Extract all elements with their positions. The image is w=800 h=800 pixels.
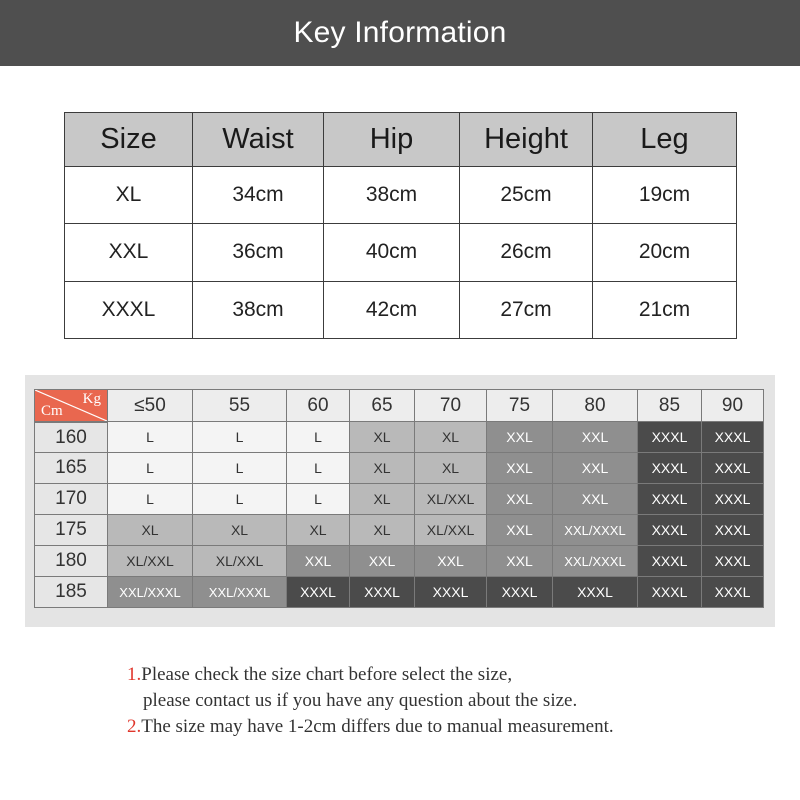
size-cell: XXXL (350, 577, 415, 608)
size-cell: XL/XXL (108, 546, 193, 577)
size-cell: XL (350, 515, 415, 546)
size-cell: XXL (487, 453, 553, 484)
weight-header-cell: 70 (415, 389, 487, 422)
size-cell: XXXL (702, 422, 764, 453)
size-cell: XXL (553, 422, 638, 453)
size-cell: XL (193, 515, 287, 546)
size-cell: XXXL (638, 484, 702, 515)
height-header-cell: 160 (34, 422, 108, 453)
size-cell: XXXL (702, 453, 764, 484)
note-2 (127, 714, 747, 740)
size-cell: XXXL (287, 577, 350, 608)
size-cell: XXXL (487, 577, 553, 608)
table-cell: 20cm (593, 224, 737, 281)
table-row (65, 281, 737, 338)
size-cell: XXL (287, 546, 350, 577)
size-cell: XXXL (553, 577, 638, 608)
size-cell: L (287, 453, 350, 484)
size-cell: L (287, 422, 350, 453)
col-header-waist: Waist (193, 113, 324, 167)
table-row (34, 515, 764, 546)
size-cell: XL (415, 453, 487, 484)
table-cell: 34cm (193, 167, 324, 224)
notes (127, 662, 747, 740)
size-cell: L (108, 422, 193, 453)
size-cell: XXXL (415, 577, 487, 608)
note-text: please contact us if you have any question about the size. (143, 690, 578, 711)
size-cell: XXL/XXXL (193, 577, 287, 608)
size-cell: XXL (415, 546, 487, 577)
unit-corner-cell (34, 389, 108, 422)
note-number: 2. (127, 716, 142, 737)
table-row (34, 546, 764, 577)
note-number: 1. (127, 664, 142, 685)
table-row (65, 167, 737, 224)
size-cell: XL (350, 484, 415, 515)
col-header-size: Size (65, 113, 193, 167)
table-row (65, 224, 737, 281)
size-cell: XL (350, 422, 415, 453)
size-cell: XL (415, 422, 487, 453)
size-cell: XXL (487, 546, 553, 577)
size-cell: XXL (553, 453, 638, 484)
size-cell: XXL (350, 546, 415, 577)
table-cell: 25cm (460, 167, 593, 224)
note-text: The size may have 1-2cm differs due to manual measurement. (141, 716, 614, 737)
weight-unit-label: Kg (82, 391, 101, 407)
size-cell: XXL (487, 515, 553, 546)
note-1 (127, 662, 747, 714)
table-cell: XL (65, 167, 193, 224)
size-cell: XXXL (702, 577, 764, 608)
table-cell: 19cm (593, 167, 737, 224)
size-cell: L (193, 422, 287, 453)
size-cell: XXXL (702, 546, 764, 577)
size-cell: XXXL (702, 484, 764, 515)
table-row (34, 577, 764, 608)
col-header-leg: Leg (593, 113, 737, 167)
size-cell: L (287, 484, 350, 515)
weight-header-row (34, 389, 764, 422)
size-cell: XXXL (638, 546, 702, 577)
size-cell: XXXL (638, 453, 702, 484)
size-cell: L (193, 453, 287, 484)
page-title: Key Information (0, 0, 800, 66)
size-cell: XXL (487, 422, 553, 453)
size-cell: L (108, 453, 193, 484)
size-table (64, 112, 737, 339)
size-cell: XL/XXL (193, 546, 287, 577)
size-cell: XXL/XXXL (553, 546, 638, 577)
col-header-height: Height (460, 113, 593, 167)
height-header-cell: 175 (34, 515, 108, 546)
note-text: Please check the size chart before select the size, (141, 664, 513, 685)
table-row (34, 453, 764, 484)
weight-header-cell: 65 (350, 389, 415, 422)
table-cell: XXL (65, 224, 193, 281)
size-cell: L (108, 484, 193, 515)
weight-header-cell: 75 (487, 389, 553, 422)
weight-header-cell: 90 (702, 389, 764, 422)
size-cell: XXL (553, 484, 638, 515)
weight-header-cell: 80 (553, 389, 638, 422)
size-cell: XXL/XXXL (108, 577, 193, 608)
size-cell: XXXL (638, 577, 702, 608)
weight-header-cell: 55 (193, 389, 287, 422)
col-header-hip: Hip (324, 113, 460, 167)
size-table-header-row (65, 113, 737, 167)
height-header-cell: 180 (34, 546, 108, 577)
size-cell: XXXL (638, 422, 702, 453)
weight-header-cell: 60 (287, 389, 350, 422)
size-cell: XL/XXL (415, 484, 487, 515)
table-cell: 21cm (593, 281, 737, 338)
table-cell: XXXL (65, 281, 193, 338)
height-weight-chart (34, 389, 764, 608)
table-cell: 42cm (324, 281, 460, 338)
size-cell: XXXL (702, 515, 764, 546)
table-row (34, 422, 764, 453)
size-cell: XL (350, 453, 415, 484)
size-cell: XL (287, 515, 350, 546)
size-cell: XXL (487, 484, 553, 515)
size-cell: XXXL (638, 515, 702, 546)
table-cell: 26cm (460, 224, 593, 281)
table-cell: 27cm (460, 281, 593, 338)
size-cell: L (193, 484, 287, 515)
height-header-cell: 170 (34, 484, 108, 515)
size-cell: XL (108, 515, 193, 546)
height-header-cell: 165 (34, 453, 108, 484)
table-cell: 36cm (193, 224, 324, 281)
table-cell: 38cm (324, 167, 460, 224)
height-header-cell: 185 (34, 577, 108, 608)
weight-header-cell: 85 (638, 389, 702, 422)
table-cell: 38cm (193, 281, 324, 338)
height-unit-label: Cm (41, 403, 63, 419)
table-row (34, 484, 764, 515)
size-cell: XXL/XXXL (553, 515, 638, 546)
size-cell: XL/XXL (415, 515, 487, 546)
table-cell: 40cm (324, 224, 460, 281)
weight-header-cell: ≤50 (108, 389, 193, 422)
